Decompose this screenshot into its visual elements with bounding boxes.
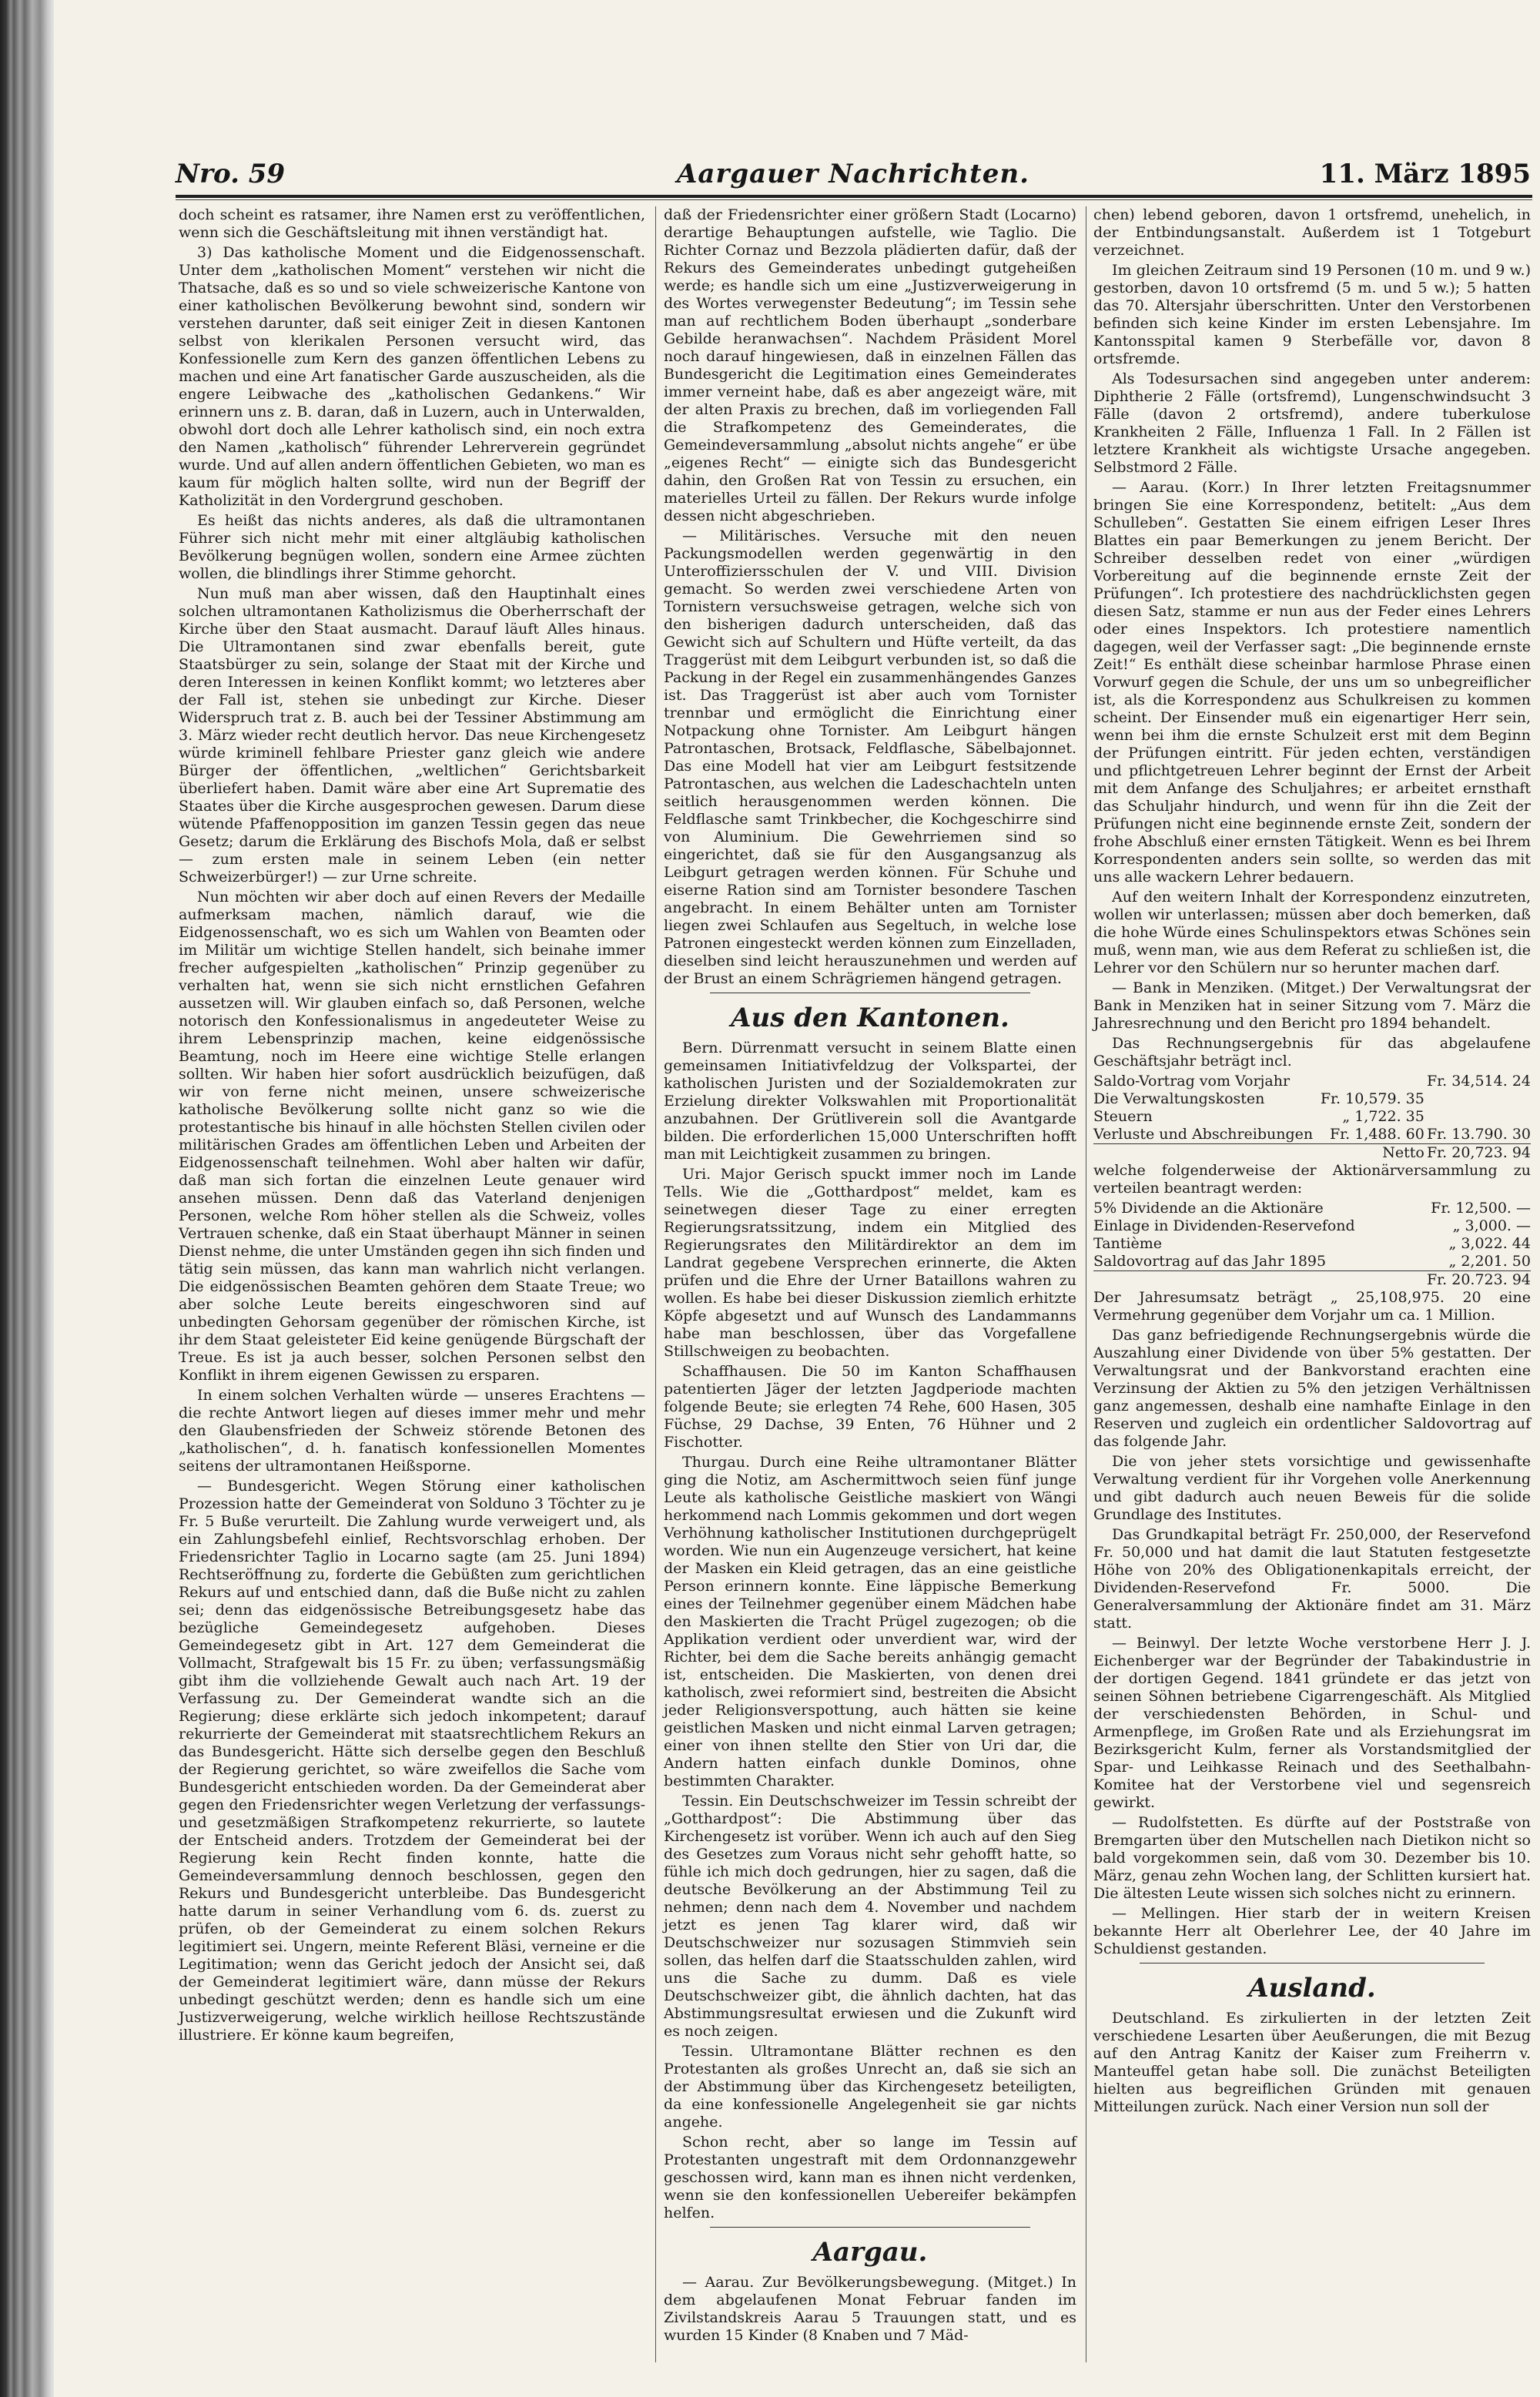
paragraph: — Beinwyl. Der letzte Woche verstorbene Herr J. J. Eichenberger war der Begründer der Tabakindustrie in der dortigen Gegend. 1841 gründete er das jetzt von seinen Söhnen betriebene Cigarrengeschäft. Als Mitglied der verschiedensten Behörden, in Schul- und Armenpflege, im Großen Rate und als Erziehungsrat im Bezirksgericht Kulm, ferner als Vorstandsmitglied der Spar- und Leihkasse Reinach und des Seethalbahn-Komitee hat der Verstorbene viel und segensreich gewirkt. — [1093, 1635, 1531, 1811]
paragraph: Bern. Dürrenmatt versucht in seinem Blatte einen gemeinsamen Initiativfeldzug der Volkspartei, der katholischen Juristen und der Sozialdemokraten zur Erzielung direkter Volkswahlen mit Proportionalität anzubahnen. Der Grütliverein soll die Avantgarde bilden. Die erforderlichen 15,000 Unterschriften hofft man mit Leichtigkeit zusammen zu bringen. — [664, 1039, 1076, 1163]
paragraph: Das Rechnungsergebnis für das abgelaufene Geschäftsjahr beträgt incl. — [1093, 1035, 1531, 1070]
issue-date: 11. März 1895 — [1319, 159, 1531, 189]
header-rule — [176, 195, 1532, 198]
paragraph: Tessin. Ein Deutschschweizer im Tessin schreibt der „Gotthardpost“: Die Abstimmung über das Kirchengesetz ist vorüber. Wenn ich auch auf den Sieg des Gesetzes zum Voraus nicht sehr gehofft hatte, so fühle ich mich doch gedrungen, hier zu sagen, daß die deutsche Bevölkerung an der Abstimmung Teil zu nehmen; denn nach dem 4. November und nachdem jetzt es jenen Tag klarer wird, daß wir Deutschschweizer nur sozusagen Stimmvieh sein sollen, das helfen darf die Staatsschulden zahlen, wird uns die Sache zu dumm. Daß es viele Deutschschweizer gibt, die ähnlich dachten, hat das Abstimmungsresultat erwiesen und die Zukunft wird es noch zeigen. — [664, 1793, 1076, 2040]
paragraph: Thurgau. Durch eine Reihe ultramontaner Blätter ging die Notiz, am Aschermittwoch seien fünf junge Leute als katholische Geistliche maskiert von Wängi herkommend nach Lommis gekommen und dort wegen Verhöhnung katholischer Institutionen durchgeprügelt worden. Wie nun ein Augenzeuge versichert, hat keine der Masken ein Kleid getragen, das an eine geistliche Person erinnern konnte. Eine läppische Bemerkung eines der Teilnehmer gegenüber einem Mädchen habe den Maskierten die Tracht Prügel zugezogen; ob die Applikation verdient oder unverdient war, wird der Richter, bei dem die Sache bereits anhängig gemacht ist, entscheiden. Die Maskierten, von denen drei katholisch, zwei reformiert sind, bestreiten die Absicht jeder Religionsverspottung, auch hätten sie keine geistlichen Masken und nicht einmal Larven getragen; einer von ihnen stellte den Stier von Uri dar, die Andern hatten einfach dunkle Dominos, ohne bestimmten Charakter. — [664, 1454, 1076, 1789]
paragraph: Auf den weitern Inhalt der Korrespondenz einzutreten, wollen wir unterlassen; müssen aber doch bemerken, daß die hohe Würde eines Schulinspektors etwas Schönes sein muß, wenn man, wie aus dem Referat zu schließen ist, die Lehrer vor den Schülern nur so herunter machen darf. — [1093, 889, 1531, 976]
section-heading-aargau: Aargau. — [812, 2237, 928, 2268]
paragraph: Das ganz befriedigende Rechnungsergebnis würde die Auszahlung einer Dividende von über 5% gestatten. Der Verwaltungsrat und der Bankvorstand erachten eine Verzinsung der Aktien zu 5% den jetzigen Verhältnissen ganz angemessen, deshalb eine namhafte Einlage in den Reserven und zugleich ein ordentlicher Saldovortrag auf das folgende Jahr. — [1093, 1327, 1531, 1450]
paragraph: Der Jahresumsatz beträgt „ 25,108,975. 20 eine Vermehrung gegenüber dem Vorjahr um ca. 1 Million. — [1093, 1289, 1531, 1324]
section-heading-ausland: Ausland. — [1248, 1973, 1376, 2004]
newspaper-title: Aargauer Nachrichten. — [677, 159, 1029, 189]
issue-number: Nro. 59 — [176, 159, 286, 189]
paragraph: Nun muß man aber wissen, daß den Hauptinhalt eines solchen ultramontanen Katholizismus die Oberherrschaft der Kirche über den Staat ausmacht. Darauf läuft Alles hinaus. Die Ultramontanen sind zwar ebenfalls bereit, gute Staatsbürger zu sein, solange der Staat mit der Kirche und deren Interessen in keinen Konflikt kommt; wo letzteres aber der Fall ist, stehen sie unbedingt zur Kirche. Dieser Widerspruch trat z. B. auch bei der Tessiner Abstimmung am 3. März wieder recht deutlich hervor. Das neue Kirchengesetz würde kriminell fehlbare Priester ganz gleich wie andere Bürger der öffentlichen, „weltlichen“ Gerichtsbarkeit überliefert haben. Damit wäre aber eine Art Suprematie des Staates über die Kirche ausgesprochen gewesen. Darum diese wütende Pfaffenopposition im ganzen Tessin gegen das neue Gesetz; darum die Erklärung des Bischofs Mola, daß er selbst — zum ersten male in seinem Leben (ein netter Schweizerbürger!) — zur Urne schreite. — [179, 585, 645, 885]
table-row: Einlage in Dividenden-Reservefond „ 3,000. — — [1093, 1217, 1531, 1234]
paragraph: — Rudolfstetten. Es dürfte auf der Poststraße von Bremgarten über den Mutschellen nach Dietikon nicht so bald vorgekommen sein, daß vom 30. Dezember bis 10. März, genau zehn Wochen lang, der Schlitten kursiert hat. Die ältesten Leute wissen sich solches nicht zu erinnern. — [1093, 1814, 1531, 1902]
column-divider — [655, 206, 656, 2362]
paragraph: — Militärisches. Versuche mit den neuen Packungsmodellen werden gegenwärtig in den Unteroffiziersschulen der V. und VIII. Division gemacht. So werden zwei verschiedene Arten von Tornistern versuchsweise getragen, welche sich von den bisherigen dadurch unterscheiden, daß das Gewicht sich auf Schultern und Hüfte verteilt, da das Traggerüst mit dem Leibgurt verbunden ist, so daß die Packung in der Regel ein zusammenhängendes Ganzes ist. Das Traggerüst ist aber auch vom Tornister trennbar und ermöglicht die Einrichtung einer Notpackung ohne Tornister. Am Leibgurt hängen Patrontaschen, Brotsack, Feldflasche, Säbelbajonnet. Das eine Modell hat vier am Leibgurt festsitzende Patrontaschen, aus welchen die Ladeschachteln unten seitlich herausgenommen werden können. Die Feldflasche samt Trinkbecher, die Kochgeschirre sind von Aluminium. Die Gewehrriemen sind so eingerichtet, daß sie für den Ausgangsanzug als Leibgurt getragen werden können. Für Schuhe und eiserne Ration sind am Tornister besondere Taschen angebracht. In einem Behälter unten am Tornister liegen zwei Schlaufen aus Segeltuch, in welche lose Patronen eingesteckt werden können zum Einzelladen, dieselben sind leicht herauszunehmen und werden auf der Brust an einem Schrägriemen hängend getragen. — [664, 527, 1076, 987]
paragraph: Als Todesursachen sind angegeben unter anderem: Diphtherie 2 Fälle (ortsfremd), Lungenschwindsucht 3 Fälle (davon 2 ortsfremd), andere tuberkulose Krankheiten 2 Fälle, Influenza 1 Fall. In 2 Fällen ist letztere Krankheit als wichtigste Ursache angegeben. Selbstmord 2 Fälle. — [1093, 370, 1531, 476]
table-row: Saldovortrag auf das Jahr 1895 „ 2,201. 50 — [1093, 1253, 1531, 1270]
paragraph: — Bank in Menziken. (Mitget.) Der Verwaltungsrat der Bank in Menziken hat in seiner Sitzung vom 7. März die Jahresrechnung und den Bericht pro 1894 behandelt. — [1093, 979, 1531, 1032]
header-rule-thin — [176, 199, 1532, 200]
table-row: Netto Fr. 20,723. 94 — [1382, 1144, 1531, 1161]
bank-account-table — [1093, 1073, 1531, 1162]
paragraph: Uri. Major Gerisch spuckt immer noch im Lande Tells. Wie die „Gotthardpost“ meldet, kam es seinetwegen dieser Tage zu einer erregten Regierungsratssitzung, indem ein Mitglied des Regierungsrates den Militärdirektor an dem im Landrat gegebene Versprechen erinnerte, die Akten prüfen und die Ehre der Urner Bataillons wahren zu wollen. Es habe bei dieser Diskussion ziemlich erhitzte Köpfe abgesetzt und auf Wunsch des Landammanns habe man beschlossen, über das Vorgefallene Stillschweigen zu beobachten. — [664, 1166, 1076, 1360]
column-3 — [1093, 206, 1531, 2118]
table-row: Verluste und Abschreibungen Fr. 1,488. 60 Fr. 13.790. 30 — [1093, 1126, 1531, 1143]
paragraph: welche folgenderweise der Aktionärversammlung zu verteilen beantragt werden: — [1093, 1162, 1531, 1197]
column-1 — [179, 206, 645, 2047]
paragraph: daß der Friedensrichter einer größern Stadt (Locarno) derartige Behauptungen aufstelle, wie Taglio. Die Richter Cornaz und Bezzola plädierten dafür, daß der Rekurs des Gemeinderates unbedingt gutgeheißen werde; es handle sich um eine „Justizverweigerung in des Wortes verwegenster Bedeutung“; im Tessin sehe man auf rechtlichem Boden überhaupt „sonderbare Gebilde heranwachsen“. Nachdem Präsident Morel noch darauf hingewiesen, daß in einzelnen Fällen das Bundesgericht die Legitimation eines Gemeinderates immer verneint habe, daß es aber angezeigt wäre, mit der alten Praxis zu brechen, daß im vorliegenden Fall die Strafkompetenz des Gemeinderates, die Gemeindeversammlung „absolut nichts angehe“ er übe „eigenes Recht“ — einigte sich das Bundesgericht dahin, den Großen Rat von Tessin zu ersuchen, ein materielles Urteil zu fällen. Der Rekurs wurde infolge dessen nicht abgeschrieben. — [664, 206, 1076, 524]
paragraph: Die von jeher stets vorsichtige und gewissenhafte Verwaltung verdient für ihr Vorgehen volle Anerkennung und gibt dadurch auch neuen Beweis für die solide Grundlage des Institutes. — [1093, 1453, 1531, 1523]
table-row: Steuern „ 1,722. 35 — [1093, 1108, 1424, 1125]
paragraph: Nun möchten wir aber doch auf einen Revers der Medaille aufmerksam machen, nämlich darauf, wie die Eidgenossenschaft, wo es sich um Wahlen von Beamten oder im Militär um wichtige Stellen handelt, sich beinahe immer frecher aufgespielten „katholischen“ Prinzip gegenüber zu verhalten hat, wenn sie sich nicht ernstlichen Gefahren aussetzen will. Wir glauben einfach so, daß Personen, welche notorisch den Konfessionalismus in angedeuteter Weise zu ihrem Lebensprinzip machen, keine eidgenössische Beamtung, noch im Heere eine wichtige Stelle erlangen sollten. Wir haben hier sofort ausdrücklich beizufügen, daß wir von ferne nicht meinen, unsere schweizerische katholische Bevölkerung sollte nicht ganz so wie die protestantische bis hinauf in alle höchsten Stellen civilen oder militärischen Grades am öffentlichen Leben und Arbeiten der Eidgenossenschaft teilnehmen. Wohl aber halten wir dafür, daß man sich fortan die einzelnen Leute genauer wird ansehen müssen. Denn daß das Vaterland denjenigen Personen, welche Rom höher stellen als die Schweiz, volles Vertrauen schenke, daß ein Staat überhaupt Männer in seinen Dienst nehme, die unter Umständen gegen ihn sich finden und tätig sein müssen, das kann man wahrlich nicht verlangen. Die eidgenössischen Beamten gehören dem Staate Treue; wo aber solche Leute bereits eingeschworen sind auf unbedingten Gehorsam gegenüber der römischen Kirche, ist ihr dem Staat geleisteter Eid keine genügende Bürgschaft der Treue. Es ist ja auch besser, solchen Personen selbst den Konflikt in ihrem eigenen Gewissen zu ersparen. — [179, 889, 645, 1384]
table-row: Fr. 20.723. 94 — [1427, 1271, 1531, 1288]
paragraph: — Bundesgericht. Wegen Störung einer katholischen Prozession hatte der Gemeinderat von Solduno 3 Töchter zu je Fr. 5 Buße verurteilt. Die Zahlung wurde verweigert und, als ein Zahlungsbefehl einlief, Rechtsvorschlag erhoben. Der Friedensrichter Taglio in Locarno sagte (am 25. Juni 1894) Rechtseröffnung zu, forderte die Gebüßten zum gerichtlichen Rekurs auf und entschied dann, daß die Buße nicht zu zahlen sei; denn das eidgenössische Betreibungsgesetz habe das bezügliche Gemeindegesetz aufgehoben. Dieses Gemeindegesetz gibt in Art. 127 dem Gemeinderat die Vollmacht, Strafgewalt bis 15 Fr. zu üben; verfassungsmäßig gibt ihm die vollziehende Gewalt auch nach Art. 19 der Verfassung zu. Der Gemeinderat wandte sich an die Regierung; diese erklärte sich jedoch inkompetent; darauf rekurrierte der Gemeinderat mit staatsrechtlichem Rekurs an das Bundesgericht. Hätte sich derselbe gegen den Beschluß der Regierung gerichtet, so wäre zweifellos die Sache vom Bundesgericht entschieden worden. Da der Gemeinderat aber gegen den Friedensrichter wegen Verletzung der verfassungs- und gesetzmäßigen Strafkompetenz rekurrierte, so lautete der Entscheid anders. Trotzdem der Gemeinderat bei der Regierung kein Recht finden konnte, hatte die Gemeindeversammlung dennoch beschlossen, gegen den Rekurs und Bundesgericht unterbleibe. Das Bundesgericht hatte darum in seiner Verhandlung vom 6. ds. zuerst zu prüfen, ob der Gemeinderat zu einem solchen Rekurs legitimiert sei. Ungern, meinte Referent Bläsi, verneine er die Legitimation; wenn das Gericht jedoch der Ansicht sei, daß der Gemeinderat legitimiert wäre, dann müsse der Rekurs unbedingt geschützt werden; denn es handle sich um eine Justizverweigerung, welche wirklich heillose Rechtszustände illustriere. Er könne kaum begreifen, — [179, 1478, 645, 2044]
paragraph: chen) lebend geboren, davon 1 ortsfremd, unehelich, in der Entbindungsanstalt. Außerdem ist 1 Totgeburt verzeichnet. — [1093, 206, 1531, 259]
table-row: Tantième „ 3,022. 44 — [1093, 1235, 1531, 1252]
paragraph: 3) Das katholische Moment und die Eidgenossenschaft. Unter dem „katholischen Moment“ verstehen wir nicht die Thatsache, daß es so und so viele schweizerische Kantone von einer katholischen Bevölkerung bewohnt sind, sondern wir verstehen darunter, daß seit einiger Zeit in diesen Kantonen selbst von klerikalen Personen versucht wird, das Konfessionelle zum Kern des ganzen öffentlichen Lebens zu machen und eine Art fanatischer Garde auszuscheiden, als die engere Leibwache des „katholischen Gedankens.“ Wir erinnern uns z. B. daran, daß in Luzern, auch in Unterwalden, obwohl dort doch alle Lehrer katholisch sind, ein noch extra den Namen „katholisch“ führender Lehrerverein gegründet wurde. Und auf allen andern öffentlichen Gebieten, wo man es kaum für möglich halten sollte, wird nun der Begriff der Katholizität in den Vordergrund geschoben. — [179, 244, 645, 509]
paragraph: Das Grundkapital beträgt Fr. 250,000, der Reservefond Fr. 50,000 und hat damit die laut Statuten festgesetzte Höhe von 20% des Obligationenkapitals erreicht, der Dividenden-Reservefond Fr. 5000. Die Generalversammlung der Aktionäre findet am 31. März statt. — [1093, 1526, 1531, 1632]
paragraph: Schon recht, aber so lange im Tessin auf Protestanten ungestraft mit dem Ordonnanzgewehr geschossen wird, kann man es ihnen nicht verdenken, wenn sie den konfessionellen Uebereifer bekämpfen helfen. — [664, 2134, 1076, 2221]
paragraph: Tessin. Ultramontane Blätter rechnen es den Protestanten als großes Unrecht an, daß sie sich an der Abstimmung über das Kirchengesetz beteiligten, da eine konfessionelle Angelegenheit sie gar nichts angehe. — [664, 2043, 1076, 2131]
paragraph: In einem solchen Verhalten würde — unseres Erachtens — die rechte Antwort liegen auf dieses immer mehr und mehr den Glaubensfrieden der Schweiz störende Betonen des „katholischen“, d. h. fanatisch konfessionellen Momentes seitens der ultramontanen Heißsporne. — [179, 1387, 645, 1475]
paragraph: Deutschland. Es zirkulierten in der letzten Zeit verschiedene Lesarten über Aeußerungen, die mit Bezug auf den Antrag Kanitz der Kaiser zum Freiherrn v. Manteuffel getan habe soll. Die zunächst Beteiligten hielten aus begreiflichen Gründen mit genauen Mitteilungen zurück. Nach einer Version nun soll der — [1093, 2010, 1531, 2115]
book-page-edge — [0, 0, 54, 2397]
table-row: Die Verwaltungskosten Fr. 10,579. 35 — [1093, 1090, 1424, 1107]
paragraph: — Mellingen. Hier starb der in weitern Kreisen bekannte Herr alt Oberlehrer Lee, der 40 Jahre im Schuldienst gestanden. — [1093, 1905, 1531, 1957]
table-row: Saldo-Vortrag vom Vorjahr Fr. 34,514. 24 — [1093, 1073, 1531, 1090]
dividend-table — [1093, 1200, 1531, 1289]
paragraph: — Aarau. (Korr.) In Ihrer letzten Freitagsnummer bringen Sie eine Korrespondenz, betitelt: „Aus dem Schulleben“. Gestatten Sie einem eifrigen Leser Ihres Blattes ein paar Bemerkungen zu jenem Bericht. Der Schreiber desselben redet von einer „würdigen Vorbereitung auf die beginnende ernste Zeit der Prüfungen“. Ich protestiere des nachdrücklichsten gegen diesen Satz, stamme er nun aus der Feder eines Lehrers oder eines Inspektors. Ich protestiere namentlich dagegen, weil der Verfasser sagt: „Die beginnende ernste Zeit!“ Es enthält diese scheinbar harmlose Phrase einen Vorwurf gegen die Schule, der uns um so unbegreiflicher ist, als die Korrespondenz aus Schulkreisen zu kommen scheint. Der Einsender muß ein eigenartiger Herr sein, wenn bei ihm die ernste Schulzeit erst mit dem Beginn der Prüfungen eintritt. Für jeden echten, verständigen und pflichtgetreuen Lehrer beginnt der Ernst der Arbeit mit dem Anfange des Schuljahres; er arbeitet ernsthaft das Schuljahr hindurch, und wenn für ihn die Zeit der Prüfungen nicht eine beginnende ernste Zeit, sondern der frohe Abschluß einer ernsten Tätigkeit. Wenn es bei Ihrem Korrespondenten anders sein sollte, so werden das mit uns alle wackern Lehrer bedauern. — [1093, 479, 1531, 885]
section-heading-kantonen: Aus den Kantonen. — [731, 1003, 1009, 1033]
table-row: 5% Dividende an die Aktionäre Fr. 12,500. — — [1093, 1200, 1531, 1217]
paragraph: Schaffhausen. Die 50 im Kanton Schaffhausen patentierten Jäger der letzten Jagdperiode machten folgende Beute; sie erlegten 74 Rehe, 600 Hasen, 305 Füchse, 29 Dachse, 39 Enten, 76 Hühner und 2 Fischotter. — [664, 1363, 1076, 1451]
paragraph: — Aarau. Zur Bevölkerungsbewegung. (Mitget.) In dem abgelaufenen Monat Februar fanden im Zivilstandskreis Aarau 5 Trauungen statt, und es wurden 15 Kinder (8 Knaben und 7 Mäd- — [664, 2274, 1076, 2344]
masthead — [176, 152, 1531, 194]
paragraph: Es heißt das nichts anderes, als daß die ultramontanen Führer sich nicht mehr mit einer altgläubig katholischen Bevölkerung begnügen wollen, sondern eine Armee züchten wollen, die blindlings ihrer Stimme gehorcht. — [179, 512, 645, 582]
section-rule — [710, 2227, 1030, 2228]
paragraph: Im gleichen Zeitraum sind 19 Personen (10 m. und 9 w.) gestorben, davon 10 ortsfremd (5 m. und 5 w.); 5 hatten das 70. Altersjahr überschritten. Unter den Verstorbenen befinden sich keine Kinder im ersten Lebensjahre. Im Kantonsspital kamen 9 Sterbefälle vor, davon 8 ortsfremde. — [1093, 262, 1531, 367]
paragraph: doch scheint es ratsamer, ihre Namen erst zu veröffentlichen, wenn sich die Geschäftsleitung mit ihnen verständigt hat. — [179, 206, 645, 241]
column-2 — [664, 206, 1076, 2347]
